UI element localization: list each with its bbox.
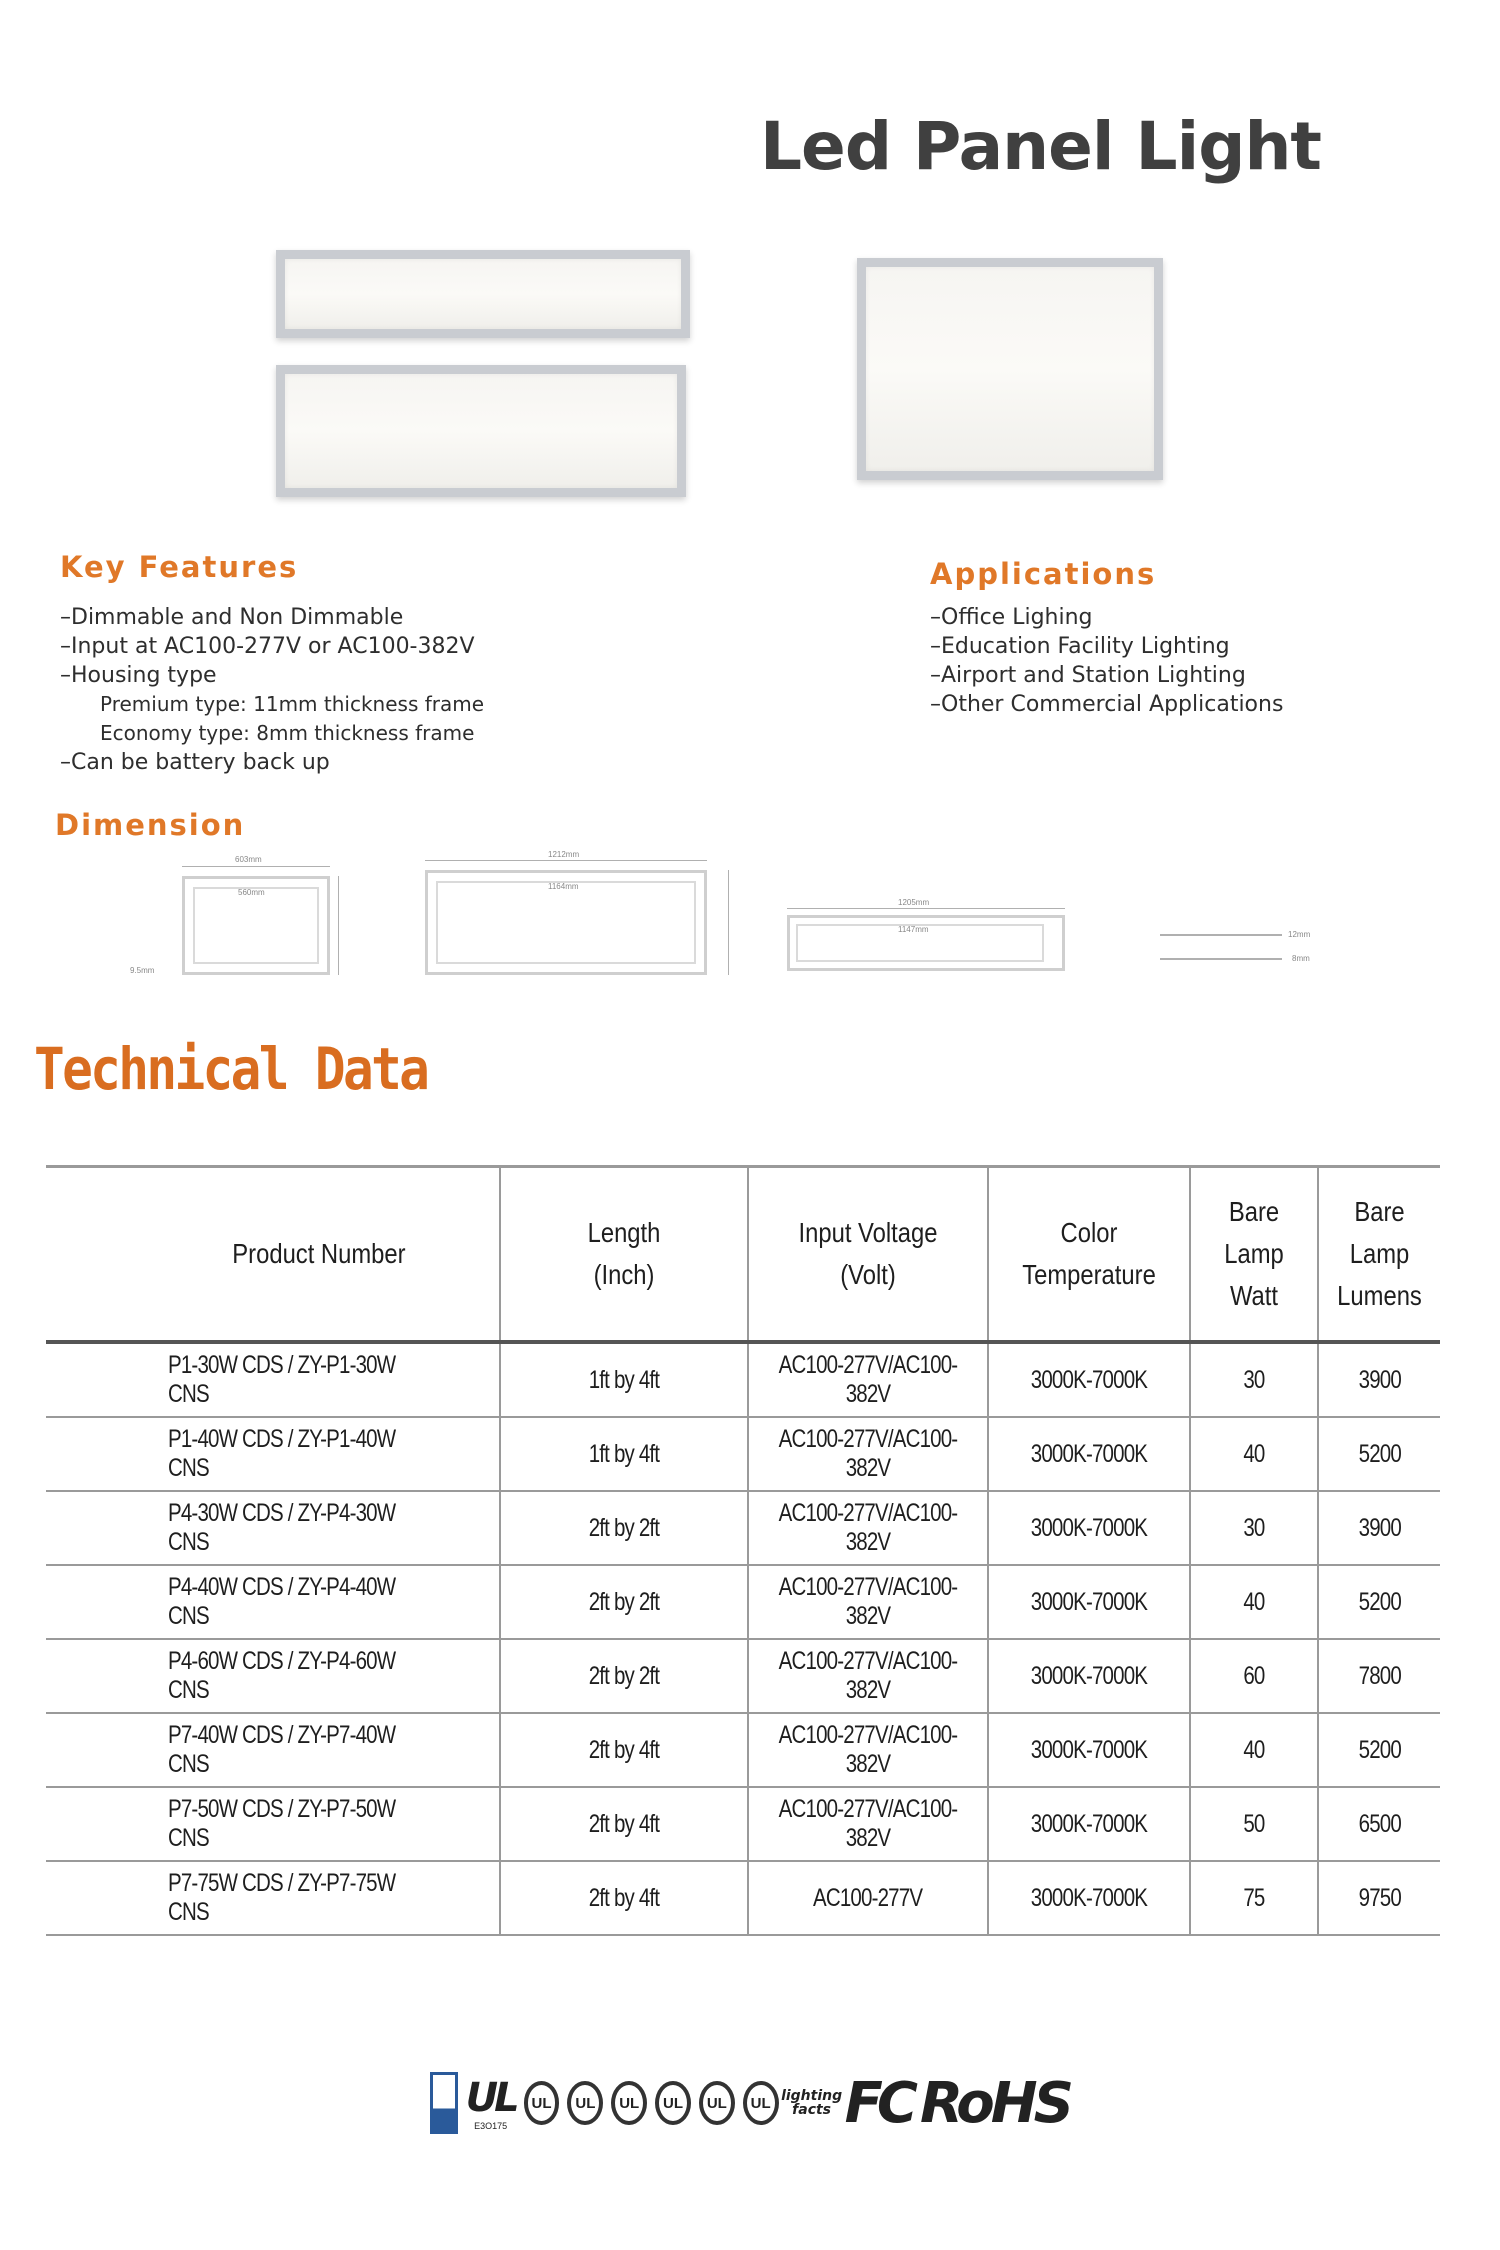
ul-circle-logo: UL [611, 2081, 647, 2125]
feature-item: –Housing type [60, 663, 217, 688]
panel-image-1x4-top [276, 250, 690, 338]
ul-circle-logo: UL [567, 2081, 603, 2125]
dimension-drawings [0, 850, 1500, 990]
panel-image-2x2 [857, 258, 1163, 480]
column-header: Bare Lamp Watt [1190, 1167, 1318, 1343]
table-row [46, 1861, 1440, 1935]
table-cell: 30 [1190, 1342, 1318, 1417]
table-cell: AC100-277V/AC100-382V [748, 1639, 988, 1713]
table-cell: 3000K-7000K [988, 1565, 1190, 1639]
application-item: –Education Facility Lighting [930, 634, 1230, 659]
dimension-line [728, 870, 729, 975]
column-header: Color Temperature [988, 1167, 1190, 1343]
application-item: –Office Lighing [930, 605, 1093, 630]
table-cell: 3000K-7000K [988, 1713, 1190, 1787]
table-cell: P7-75W CDS / ZY-P7-75W CNS [46, 1861, 500, 1935]
feature-sub-item: Premium type: 11mm thickness frame [100, 692, 485, 716]
key-features-list [60, 603, 484, 777]
table-cell: AC100-277V/AC100-382V [748, 1565, 988, 1639]
table-cell: AC100-277V/AC100-382V [748, 1787, 988, 1861]
table-cell: 50 [1190, 1787, 1318, 1861]
table-cell: P1-30W CDS / ZY-P1-30W CNS [46, 1342, 500, 1417]
table-row [46, 1787, 1440, 1861]
dimension-heading: Dimension [55, 808, 246, 842]
technical-data-body [46, 1342, 1440, 1935]
energy-star-icon [430, 2072, 458, 2134]
feature-item: –Input at AC100-277V or AC100-382V [60, 634, 475, 659]
table-cell: 1ft by 4ft [500, 1417, 748, 1491]
technical-data-table [46, 1165, 1440, 1936]
table-row [46, 1713, 1440, 1787]
rohs-logo: RoHS [919, 2070, 1070, 2136]
lighting-facts-logo: lighting facts [781, 2088, 843, 2118]
table-cell: 2ft by 2ft [500, 1491, 748, 1565]
table-cell: AC100-277V/AC100-382V [748, 1491, 988, 1565]
table-row [46, 1639, 1440, 1713]
table-row [46, 1417, 1440, 1491]
dimension-label: 1212mm [548, 850, 580, 859]
table-row [46, 1565, 1440, 1639]
table-row [46, 1491, 1440, 1565]
table-cell: 7800 [1318, 1639, 1440, 1713]
table-cell: 3900 [1318, 1491, 1440, 1565]
table-header-row [46, 1167, 1440, 1343]
column-header: Input Voltage (Volt) [748, 1167, 988, 1343]
feature-item: –Can be battery back up [60, 750, 330, 775]
panel-image-1x4-bottom [276, 365, 686, 497]
ul-circle-logo: UL [524, 2081, 560, 2125]
table-cell: 2ft by 2ft [500, 1639, 748, 1713]
application-item: –Other Commercial Applications [930, 692, 1284, 717]
table-cell: 3000K-7000K [988, 1787, 1190, 1861]
table-cell: 60 [1190, 1639, 1318, 1713]
dimension-line [425, 860, 707, 861]
ul-listed-logo: UL E3O175 [465, 2075, 516, 2131]
dimension-label: 8mm [1292, 954, 1310, 963]
table-cell: 1ft by 4ft [500, 1342, 748, 1417]
feature-item: –Dimmable and Non Dimmable [60, 605, 404, 630]
table-cell: 2ft by 4ft [500, 1861, 748, 1935]
table-cell: P4-60W CDS / ZY-P4-60W CNS [46, 1639, 500, 1713]
dimension-label: 560mm [238, 888, 265, 897]
table-cell: 5200 [1318, 1417, 1440, 1491]
dimension-label: 1164mm [548, 882, 579, 891]
table-cell: 5200 [1318, 1565, 1440, 1639]
application-item: –Airport and Station Lighting [930, 663, 1246, 688]
dimension-label: 603mm [235, 855, 262, 864]
table-cell: 75 [1190, 1861, 1318, 1935]
table-cell: AC100-277V [748, 1861, 988, 1935]
table-cell: 3900 [1318, 1342, 1440, 1417]
table-cell: 9750 [1318, 1861, 1440, 1935]
table-cell: 40 [1190, 1565, 1318, 1639]
feature-sub-item: Economy type: 8mm thickness frame [100, 721, 475, 745]
ul-circle-logo: UL [743, 2081, 779, 2125]
table-cell: 40 [1190, 1417, 1318, 1491]
applications-heading: Applications [930, 557, 1157, 591]
dimension-label: 1147mm [898, 925, 929, 934]
dimension-label: 9.5mm [130, 966, 155, 975]
dimension-drawing-profile [787, 915, 1065, 971]
page-title: Led Panel Light [760, 108, 1321, 185]
table-cell: 6500 [1318, 1787, 1440, 1861]
applications-list [930, 603, 1283, 719]
table-cell: 40 [1190, 1713, 1318, 1787]
table-cell: 30 [1190, 1491, 1318, 1565]
table-cell: 2ft by 4ft [500, 1787, 748, 1861]
ul-circle-logo: UL [655, 2081, 691, 2125]
column-header: Product Number [46, 1167, 500, 1343]
table-cell: 3000K-7000K [988, 1342, 1190, 1417]
table-cell: P1-40W CDS / ZY-P1-40W CNS [46, 1417, 500, 1491]
dimension-inner-frame [436, 881, 696, 964]
table-cell: P7-40W CDS / ZY-P7-40W CNS [46, 1713, 500, 1787]
dimension-inner-frame [193, 887, 319, 964]
table-cell: 2ft by 2ft [500, 1565, 748, 1639]
table-cell: P4-30W CDS / ZY-P4-30W CNS [46, 1491, 500, 1565]
table-row [46, 1342, 1440, 1417]
dimension-line [182, 866, 330, 867]
table-cell: 3000K-7000K [988, 1639, 1190, 1713]
table-cell: P4-40W CDS / ZY-P4-40W CNS [46, 1565, 500, 1639]
table-cell: AC100-277V/AC100-382V [748, 1713, 988, 1787]
table-cell: 5200 [1318, 1713, 1440, 1787]
dimension-label: 1205mm [898, 898, 930, 907]
column-header: Length (Inch) [500, 1167, 748, 1343]
dimension-line [338, 876, 339, 975]
key-features-heading: Key Features [60, 550, 299, 584]
table-cell: P7-50W CDS / ZY-P7-50W CNS [46, 1787, 500, 1861]
fcc-logo: FC [844, 2070, 912, 2136]
table-cell: 3000K-7000K [988, 1491, 1190, 1565]
table-cell: 3000K-7000K [988, 1861, 1190, 1935]
dimension-line [1160, 958, 1282, 960]
certification-strip [430, 2060, 1070, 2146]
table-cell: AC100-277V/AC100-382V [748, 1342, 988, 1417]
column-header: Bare Lamp Lumens [1318, 1167, 1440, 1343]
table-cell: AC100-277V/AC100-382V [748, 1417, 988, 1491]
table-cell: 3000K-7000K [988, 1417, 1190, 1491]
dimension-label: 12mm [1288, 930, 1311, 939]
ul-circle-logo: UL [699, 2081, 735, 2125]
dimension-line [787, 908, 1065, 909]
technical-data-title: Technical Data [34, 1035, 428, 1103]
dimension-line [1160, 934, 1282, 936]
table-cell: 2ft by 4ft [500, 1713, 748, 1787]
